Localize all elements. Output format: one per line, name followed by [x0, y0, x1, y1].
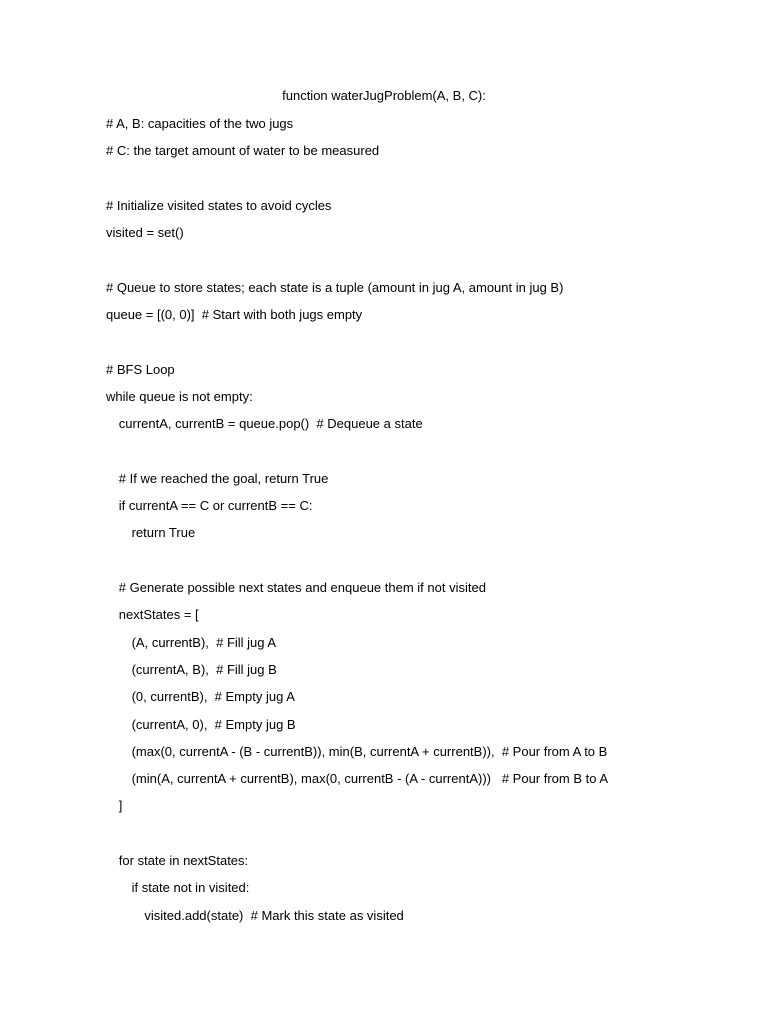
blank-line [106, 333, 746, 360]
document-title: function waterJugProblem(A, B, C): [282, 88, 486, 103]
code-line: visited.add(state) # Mark this state as visited [144, 907, 404, 923]
code-line: # BFS Loop [106, 361, 175, 377]
code-line: (currentA, B), # Fill jug B [131, 661, 277, 677]
code-line: ] [118, 798, 123, 814]
code-line: if state not in visited: [131, 880, 250, 896]
blank-line [106, 443, 746, 470]
code-line: queue = [(0, 0)] # Start with both jugs empty [106, 307, 363, 323]
code-line: (min(A, currentA + currentB), max(0, currentB - (A - currentA))) # Pour from B to A [131, 771, 609, 787]
code-line: (A, currentB), # Fill jug A [131, 634, 277, 650]
blank-line [106, 170, 746, 197]
code-line: currentA, currentB = queue.pop() # Dequeue a state [118, 416, 423, 432]
code-line: for state in nextStates: [118, 853, 249, 869]
code-line: # C: the target amount of water to be measured [106, 143, 380, 159]
blank-line [106, 825, 746, 852]
code-line: return True [131, 525, 196, 541]
code-line: (max(0, currentA - (B - currentB)), min(B, currentA + currentB)), # Pour from A to B [131, 743, 608, 759]
code-line: # If we reached the goal, return True [118, 470, 329, 486]
code-line: visited = set() [106, 225, 184, 241]
blank-line [106, 552, 746, 579]
code-line: # Queue to store states; each state is a tuple (amount in jug A, amount in jug B) [106, 279, 564, 295]
code-line: while queue is not empty: [106, 388, 253, 404]
code-line: (0, currentB), # Empty jug A [131, 689, 295, 705]
code-line: (currentA, 0), # Empty jug B [131, 716, 296, 732]
code-line: # A, B: capacities of the two jugs [106, 116, 294, 131]
code-line: if currentA == C or currentB == C: [118, 498, 313, 514]
code-block [106, 115, 746, 934]
code-line: # Initialize visited states to avoid cycles [106, 197, 332, 213]
code-line: # Generate possible next states and enqueue them if not visited [118, 580, 486, 596]
code-line: nextStates = [ [118, 607, 199, 623]
blank-line [106, 251, 746, 278]
